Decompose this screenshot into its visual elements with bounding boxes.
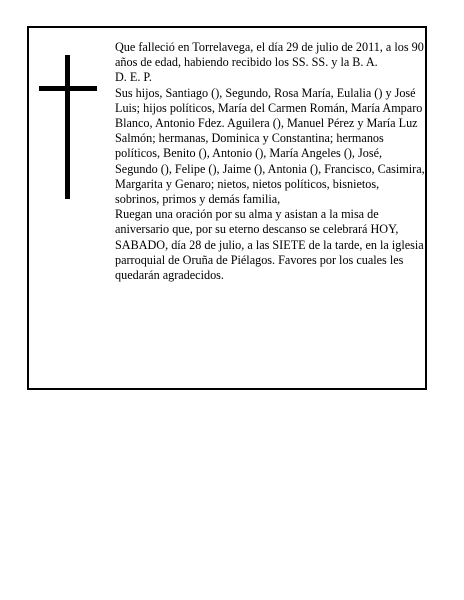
cross-icon <box>39 55 97 199</box>
death-announcement: Que falleció en Torrelavega, el día 29 de julio de 2011, a los 90 años de edad, habiendo recibido los SS. SS. y la B. A. <box>115 40 424 70</box>
obituary-notice <box>27 26 427 390</box>
rest-in-peace: D. E. P. <box>115 70 152 85</box>
cross-vertical-bar <box>65 55 70 199</box>
family-list: Sus hijos, Santiago (), Segundo, Rosa María, Eulalia () y José Luis; hijos políticos, María del Carmen Román, María Amparo Blanco, Antonio Fdez. Aguilera (), Manuel Pérez y María Luz Salmón; hermanas, Dominica y Constantina; hermanos políticos, Benito (), Antonio (), María Angeles (), José, Segundo (), Felipe (), Jaime (), Antonia (), Francisco, Casimira, Margarita y Genaro; nietos, nietos políticos, bisnietos, sobrinos, primos y demás familia, <box>115 85 425 207</box>
mass-invitation: Ruegan una oración por su alma y asistan a la misa de aniversario que, por su eterno descanso se celebrará HOY, SABADO, día 28 de julio, a las SIETE de la tarde, en la iglesia parroquial de Oruña de Piélagos. Favores por los cuales les quedarán agradecidos. <box>115 207 424 283</box>
notice-text <box>115 40 425 283</box>
cross-horizontal-bar <box>39 86 97 91</box>
